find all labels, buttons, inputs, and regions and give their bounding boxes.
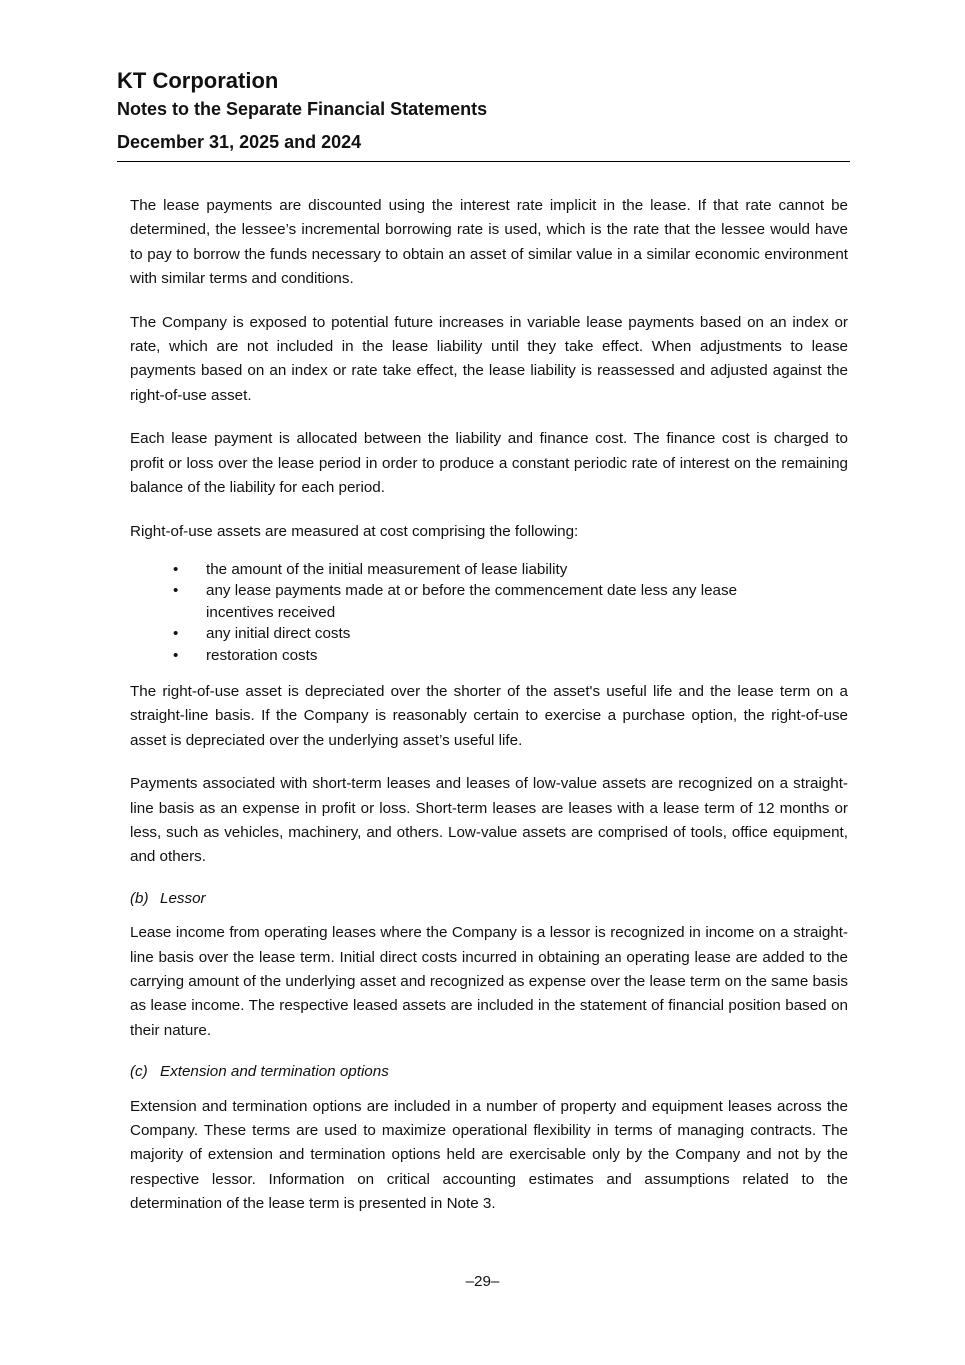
list-item-text: any initial direct costs bbox=[206, 625, 351, 643]
list-item bbox=[130, 559, 772, 581]
header-divider bbox=[117, 161, 850, 162]
list-item bbox=[130, 580, 772, 623]
document-body bbox=[130, 194, 848, 1236]
paragraph-payment-allocation: Each lease payment is allocated between the liability and finance cost. The finance cost is charged to profit or loss over the lease period in order to produce a constant periodic rate of interest on the remaining balance of the liability for each period. bbox=[130, 430, 848, 496]
section-title: Extension and termination options bbox=[160, 1063, 389, 1081]
document-header bbox=[117, 66, 850, 155]
paragraph-extension-options: Extension and termination options are included in a number of property and equipment leases across the Company. These terms are used to maximize operational flexibility in terms of managing contracts. The majority of extension and termination options held are exercisable only by the Company and not by the respective lessor. Information on critical accounting estimates and assumptions related to the determination of the lease term is presented in Note 3. bbox=[130, 1097, 848, 1212]
section-heading-extension-options bbox=[130, 1060, 848, 1084]
paragraph-short-term-leases: Payments associated with short-term leases and leases of low-value assets are recognized on a straight-line basis as an expense in profit or loss. Short-term leases are leases with a lease term of 12 months or less, such as vehicles, machinery, and others. Low-value assets are comprised of tools, office equipment, and others. bbox=[130, 775, 848, 866]
paragraph-variable-payments: The Company is exposed to potential future increases in variable lease payments based on an index or rate, which are not included in the lease liability until they take effect. When adjustments to lease payments based on an index or rate take effect, the lease liability is reassessed and adjusted against the right-of-use asset. bbox=[130, 313, 848, 404]
bullet-icon: • bbox=[173, 582, 179, 600]
list-item-text: the amount of the initial measurement of lease liability bbox=[206, 560, 568, 578]
bullet-icon: • bbox=[173, 560, 179, 578]
document-subtitle: Notes to the Separate Financial Statements bbox=[117, 99, 488, 119]
section-heading-lessor bbox=[130, 887, 848, 911]
rou-cost-list bbox=[130, 559, 848, 667]
section-marker: (b) bbox=[130, 890, 149, 908]
paragraph-discount-rate: The lease payments are discounted using the interest rate implicit in the lease. If that rate cannot be determined, the lessee’s incremental borrowing rate is used, which is the rate that the lessee would have to pay to borrow the funds necessary to obtain an asset of similar value in a similar economic environment with similar terms and conditions. bbox=[130, 197, 848, 287]
bullet-icon: • bbox=[173, 646, 179, 664]
list-item-text: any lease payments made at or before the commencement date less any lease incentives received bbox=[206, 582, 738, 621]
list-item bbox=[130, 645, 772, 667]
list-item bbox=[130, 623, 772, 645]
paragraph-lease-income: Lease income from operating leases where the Company is a lessor is recognized in income on a straight-line basis over the lease term. Initial direct costs incurred in obtaining an operating lease are added to the carrying amount of the underlying asset and recognized as expense over the lease term on the same basis as lease income. The respective leased assets are included in the statement of financial position based on their nature. bbox=[130, 924, 848, 1039]
paragraph-depreciation: The right-of-use asset is depreciated over the shorter of the asset's useful life and the lease term on a straight-line basis. If the Company is reasonably certain to exercise a purchase option, the right-of-use asset is depreciated over the underlying asset’s useful life. bbox=[130, 683, 848, 749]
list-item-text: restoration costs bbox=[206, 646, 318, 664]
bullet-icon: • bbox=[173, 625, 179, 643]
paragraph-rou-cost: Right-of-use assets are measured at cost comprising the following: bbox=[130, 522, 579, 540]
company-name: KT Corporation bbox=[117, 68, 279, 93]
page-number: –29– bbox=[465, 1273, 500, 1290]
section-marker: (c) bbox=[130, 1063, 148, 1081]
section-title: Lessor bbox=[160, 890, 206, 908]
reporting-period: December 31, 2025 and 2024 bbox=[117, 132, 362, 152]
